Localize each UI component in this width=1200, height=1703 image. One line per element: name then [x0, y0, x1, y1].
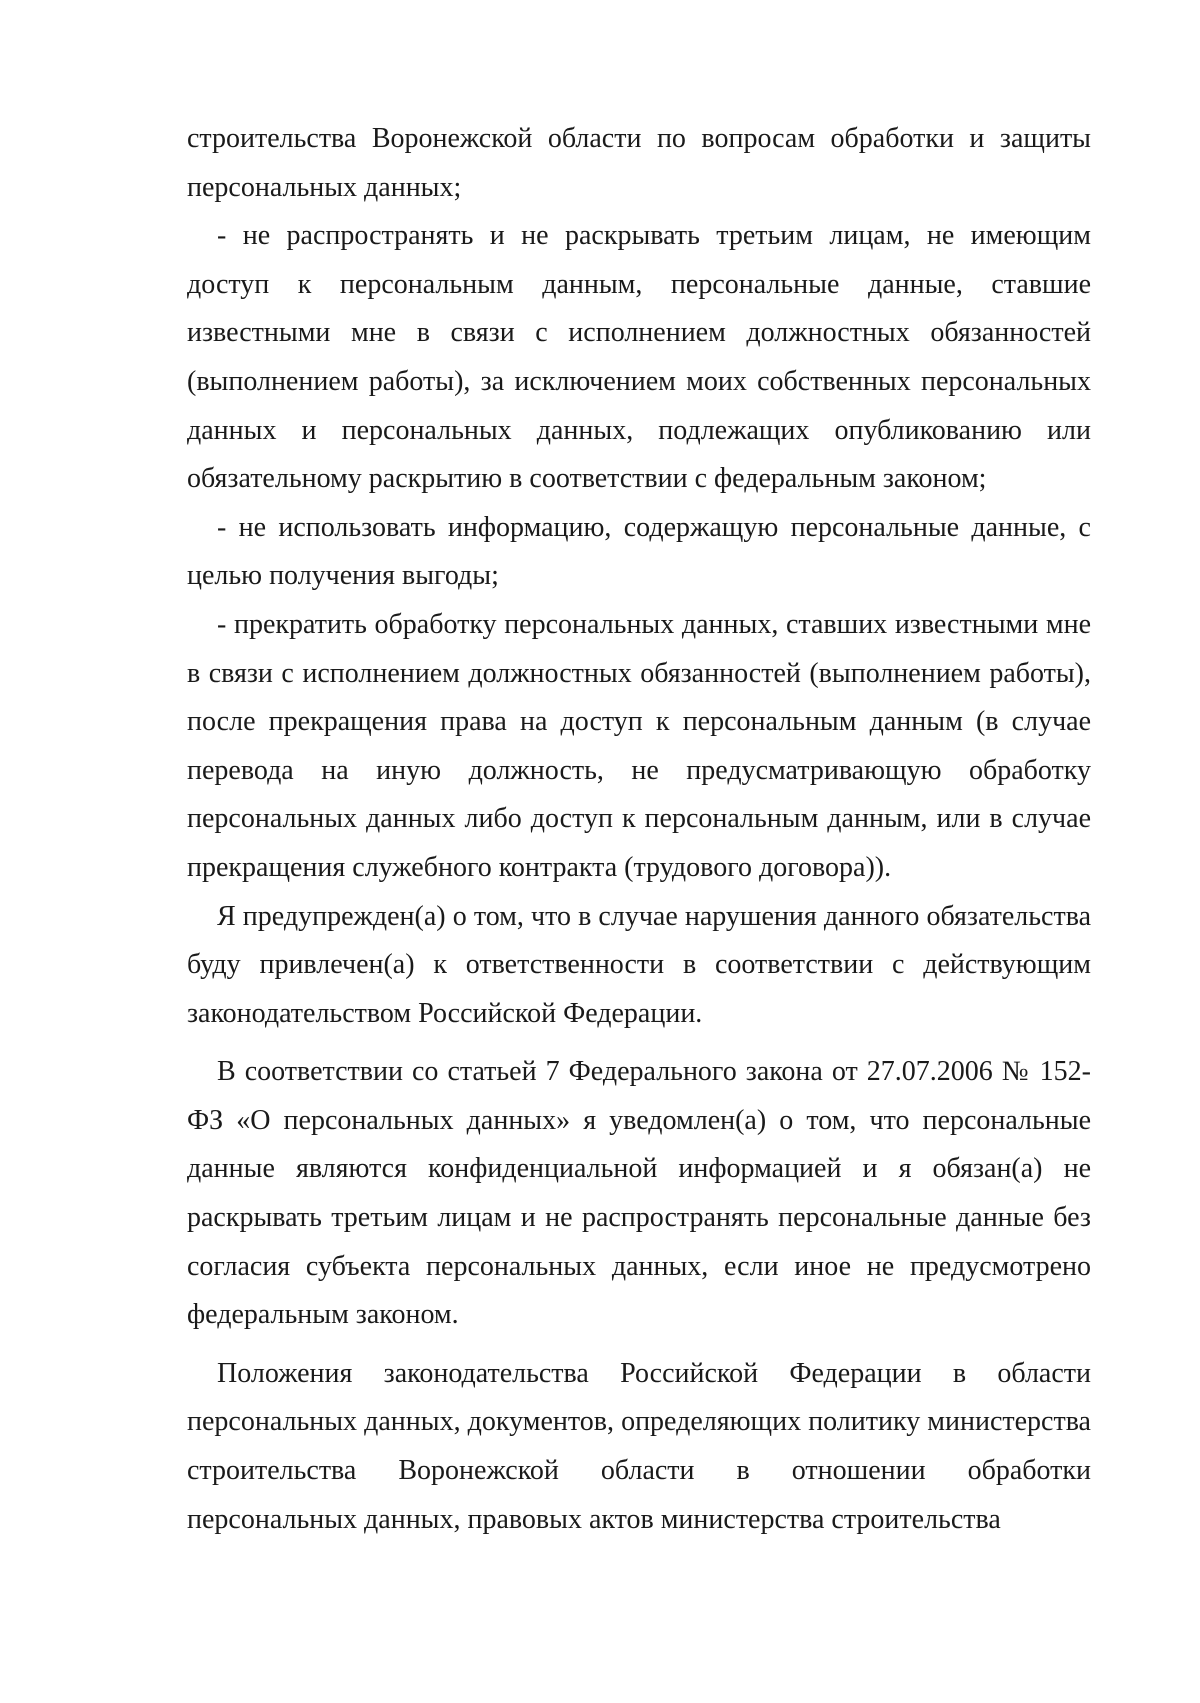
- paragraph-obligation-stop-processing: - прекратить обработку персональных данных, ставших известными мне в связи с исполнением должностных обязанностей (выполнением работы), после прекращения права на доступ к персональным данным (в случае перевода на иную должность, не предусматривающую обработку персональных данных либо доступ к персональным данным, или в случае прекращения служебного контракта (трудового договора)).: [187, 608, 1091, 883]
- paragraph-continuation: строительства Воронежской области по вопросам обработки и защиты персональных данных;: [187, 123, 1091, 203]
- paragraph-federal-law-notice: В соответствии со статьей 7 Федерального закона от 27.07.2006 № 152-ФЗ «О персональных данных» я уведомлен(а) о том, что персональные данные являются конфиденциальной информацией и я обязан(а) не раскрывать третьим лицам и не распространять персональные данные без согласия субъекта персональных данных, если иное не предусмотрено федеральным законом.: [187, 1056, 1091, 1331]
- paragraph-legislation-provisions: Положения законодательства Российской Федерации в области персональных данных, документов, определяющих политику министерства строительства Воронежской области в отношении обработки персональных данных, правовых актов министерства строительства: [187, 1357, 1091, 1535]
- paragraph-obligation-no-profit: - не использовать информацию, содержащую персональные данные, с целью получения выгоды;: [187, 511, 1091, 592]
- document-body: [187, 115, 1091, 1544]
- paragraph-liability-warning: Я предупрежден(а) о том, что в случае нарушения данного обязательства буду привлечен(а) к ответственности в соответствии с действующим законодательством Российской Федерации.: [187, 900, 1091, 1029]
- paragraph-obligation-no-disclosure: - не распространять и не раскрывать третьим лицам, не имеющим доступ к персональным данным, персональные данные, ставшие известными мне в связи с исполнением должностных обязанностей (выполнением работы), за исключением моих собственных персональных данных и персональных данных, подлежащих опубликованию или обязательному раскрытию в соответствии с федеральным законом;: [187, 220, 1091, 495]
